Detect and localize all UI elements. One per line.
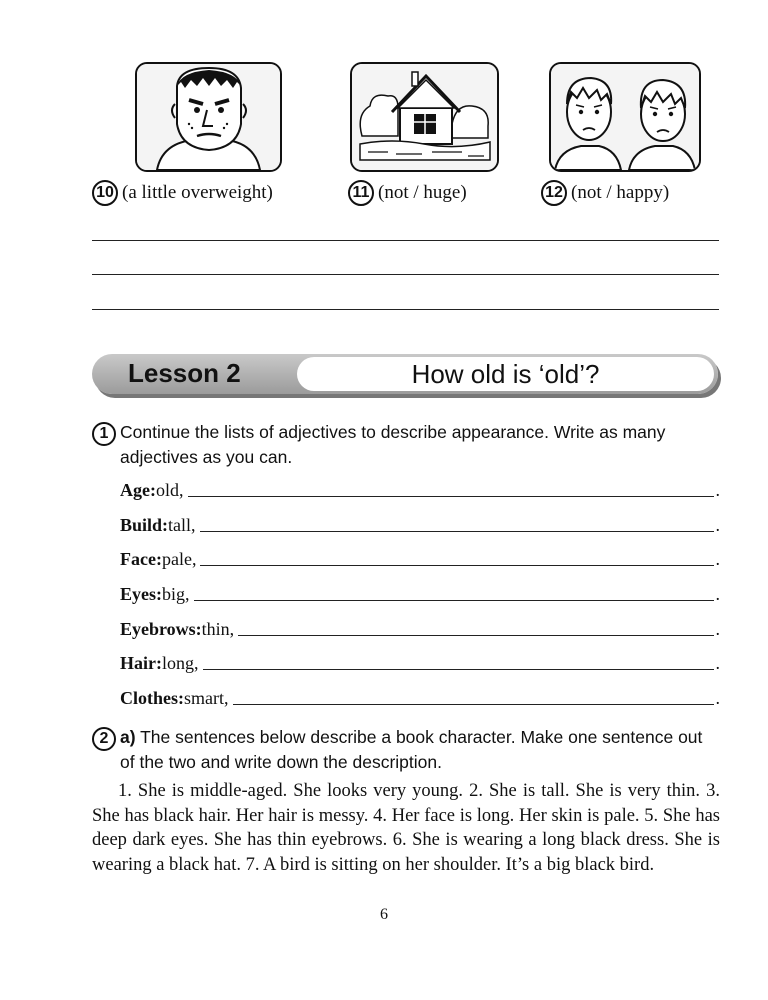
answer-blank[interactable]	[200, 531, 714, 532]
hint-10: (a little overweight)	[122, 182, 273, 203]
row-label: Face:	[120, 549, 162, 569]
answer-line-3[interactable]	[92, 309, 719, 310]
answer-blank[interactable]	[203, 669, 714, 670]
item-number-10: 10	[92, 180, 118, 206]
picture-caption-12	[541, 180, 669, 206]
row-end: .	[715, 515, 720, 535]
overweight-man-icon	[137, 64, 280, 170]
row-label: Eyebrows:	[120, 619, 202, 639]
exercise-2-instruction	[120, 725, 720, 775]
character-description-text: 1. She is middle-aged. She looks very young. 2. She is tall. She is very thin. 3. She has black hair. Her hair is messy. 4. Her face is long. Her skin is pale. 5. She has deep dark eyes. She has thin eyebrows. 6. She is wearing a long black dress. She is wearing a black hat. 7. A bird is sitting on her shoulder. It’s a big black bird.	[92, 781, 720, 875]
item-number-12: 12	[541, 180, 567, 206]
row-end: .	[715, 480, 720, 500]
adjective-row-clothes	[120, 685, 720, 709]
lesson-title-box	[297, 357, 714, 391]
hint-11: (not / huge)	[378, 182, 467, 203]
hint-12: (not / happy)	[571, 182, 670, 203]
row-end: .	[715, 688, 720, 708]
answer-line-2[interactable]	[92, 274, 719, 275]
row-example: old,	[155, 480, 184, 500]
sad-boys-icon	[551, 64, 699, 170]
picture-caption-10	[92, 180, 273, 206]
row-example: tall,	[168, 515, 196, 535]
picture-frame-10	[135, 62, 282, 172]
page-number: 6	[380, 906, 388, 923]
row-end: .	[715, 653, 720, 673]
adjective-row-build	[120, 512, 720, 536]
row-end: .	[715, 549, 720, 569]
row-end: .	[715, 584, 720, 604]
answer-blank[interactable]	[200, 565, 713, 566]
exercise-1-instruction: Continue the lists of adjectives to describe appearance. Write as many adjectives as you can.	[120, 422, 666, 467]
row-end: .	[715, 619, 720, 639]
row-example: thin,	[201, 619, 235, 639]
row-label: Build:	[120, 515, 169, 535]
row-example: big,	[162, 584, 190, 604]
lesson-header	[92, 354, 718, 394]
answer-blank[interactable]	[233, 704, 714, 705]
adjective-row-hair	[120, 650, 720, 674]
item-number-11: 11	[348, 180, 374, 206]
small-house-icon	[352, 64, 497, 170]
adjective-row-face	[120, 546, 720, 570]
picture-frame-12	[549, 62, 701, 172]
picture-caption-11	[348, 180, 467, 206]
adjective-row-age	[120, 477, 720, 501]
adjective-row-eyebrows	[120, 616, 720, 640]
exercise-2-part: a)	[120, 727, 136, 747]
adjective-row-eyes	[120, 581, 720, 605]
exercise-number-2: 2	[92, 727, 116, 751]
answer-blank[interactable]	[194, 600, 714, 601]
picture-frame-11	[350, 62, 499, 172]
exercise-2-instruction-text: The sentences below describe a book character. Make one sentence out of the two and write down the description.	[120, 727, 703, 772]
answer-line-1[interactable]	[92, 240, 719, 241]
lesson-title: How old is ‘old’?	[411, 358, 600, 389]
answer-blank[interactable]	[188, 496, 714, 497]
answer-blank[interactable]	[238, 635, 713, 636]
row-example: smart,	[184, 688, 229, 708]
row-label: Hair:	[120, 653, 162, 673]
row-label: Clothes:	[120, 688, 184, 708]
row-label: Age:	[120, 480, 156, 500]
row-label: Eyes:	[120, 584, 162, 604]
exercise-number-1: 1	[92, 422, 116, 446]
row-example: pale,	[161, 549, 197, 569]
row-example: long,	[162, 653, 199, 673]
lesson-label: Lesson 2	[128, 358, 241, 388]
